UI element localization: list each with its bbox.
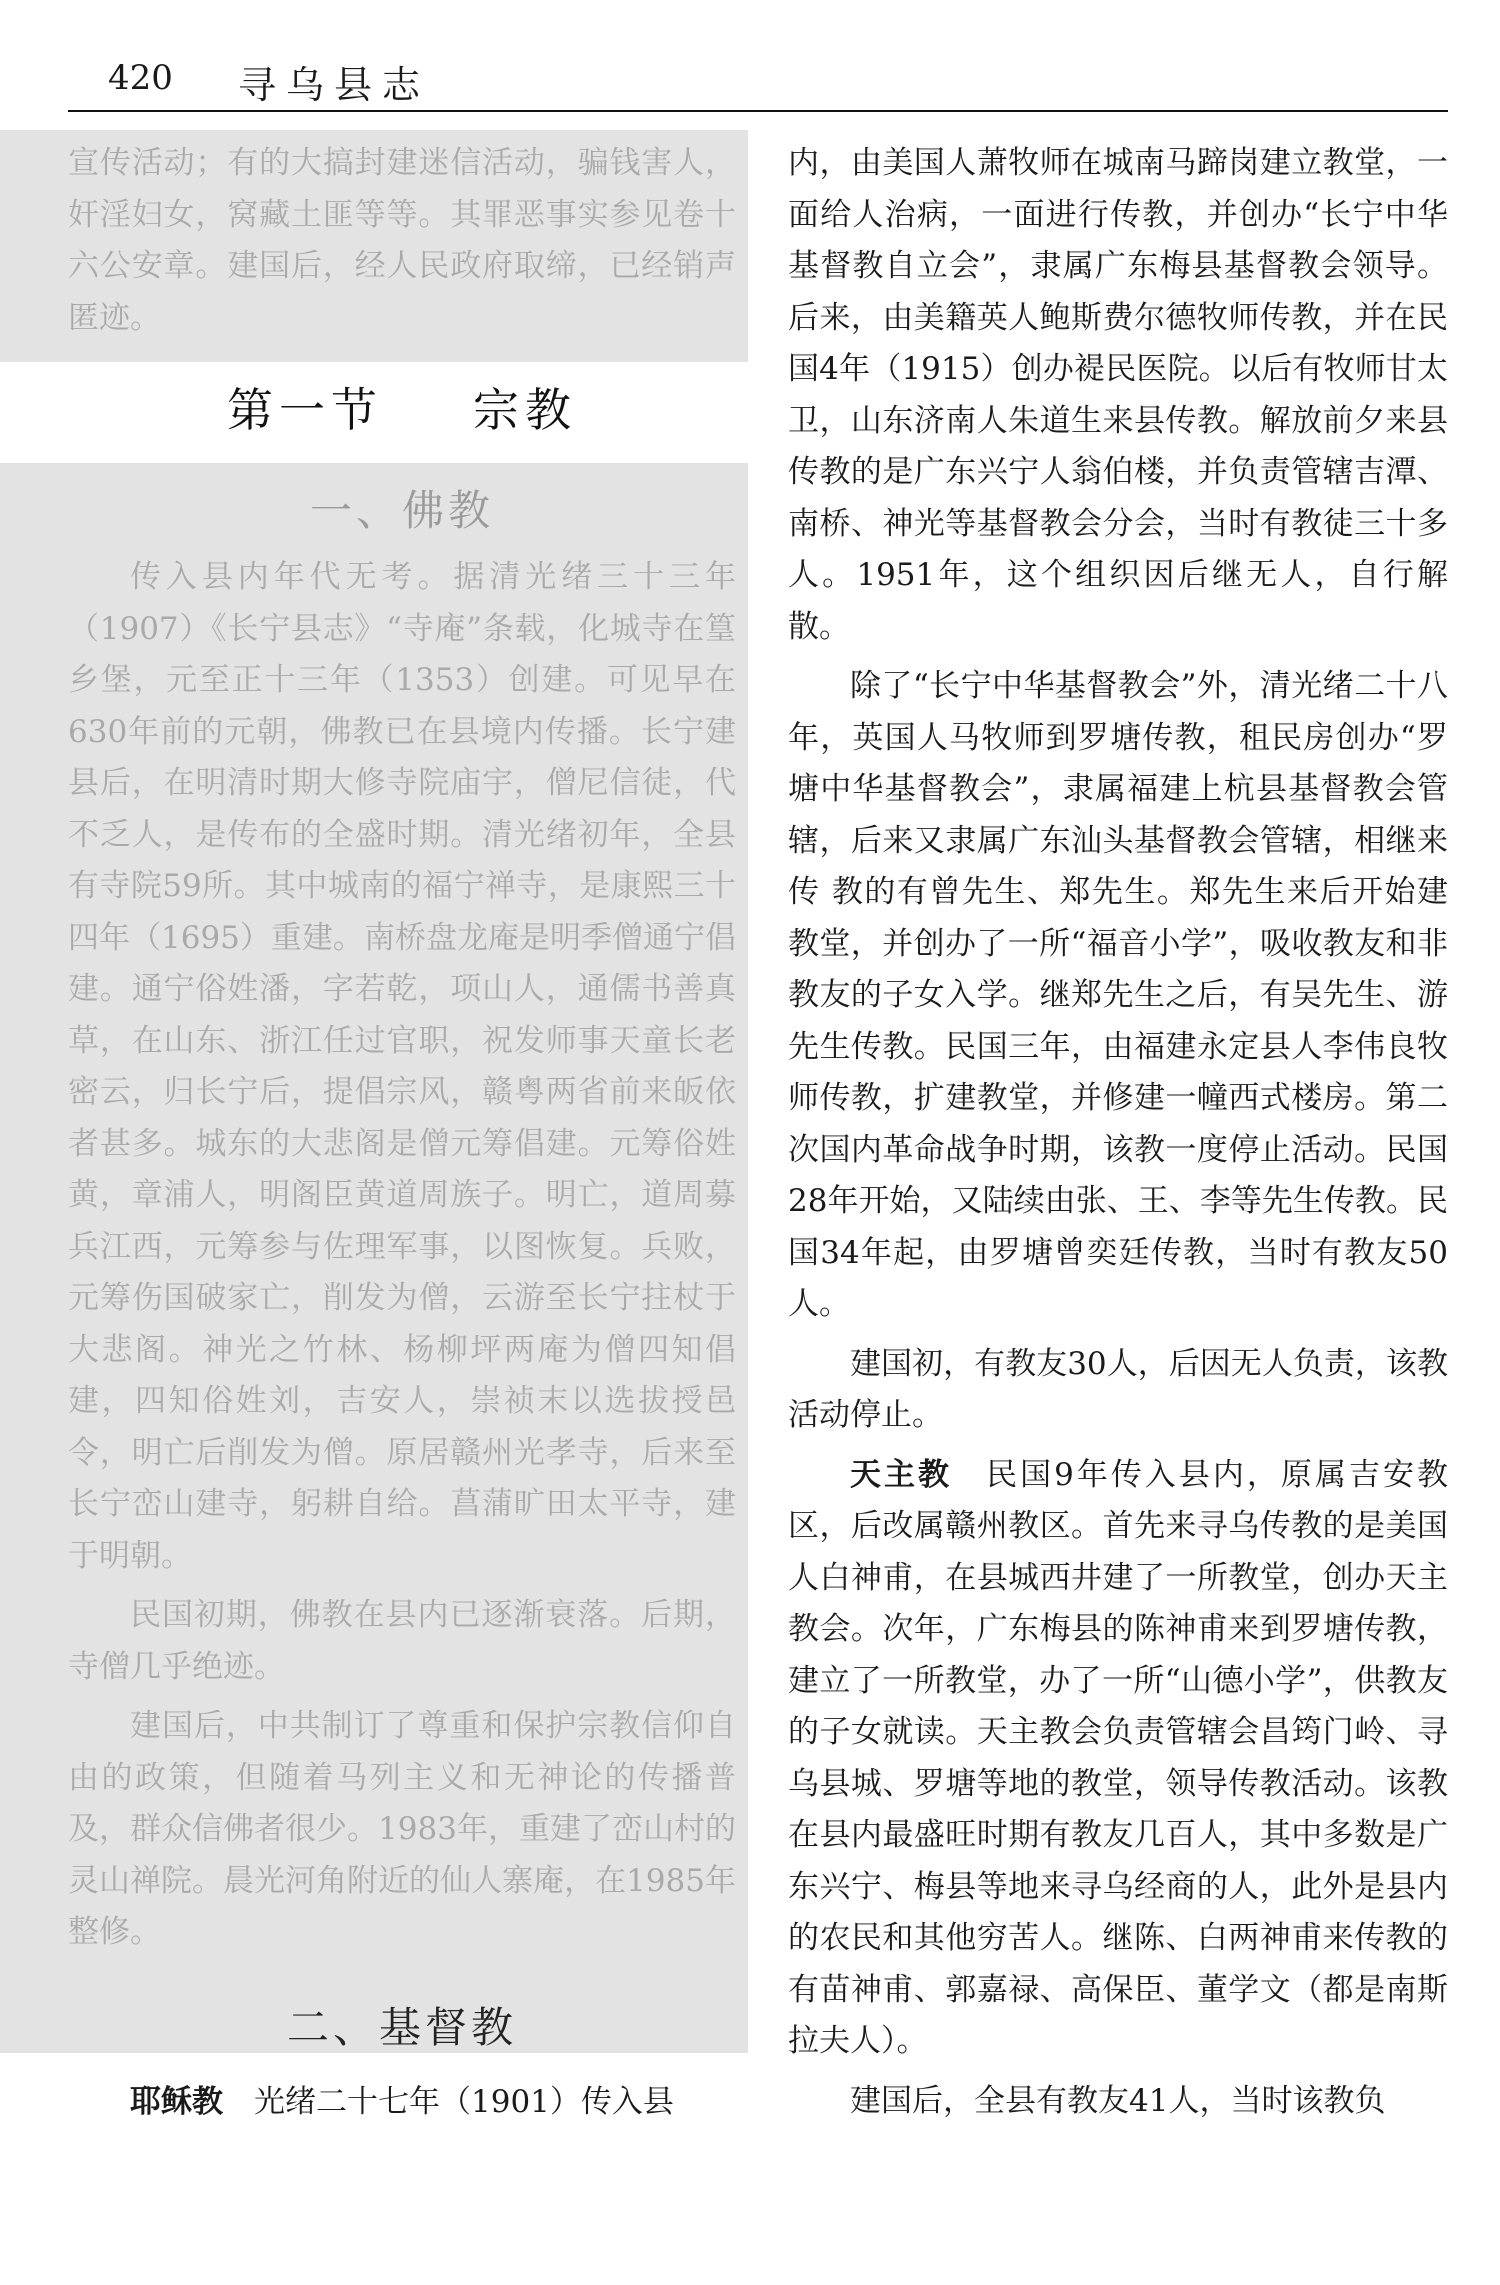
page-header	[68, 40, 1448, 112]
right-column	[788, 138, 1448, 2127]
catholic-text: 民国9年传入县内，原属吉安教区，后改属赣州教区。首先来寻乌传教的是美国人白神甫，在县城西井建了一所教堂，创办天主教会。次年，广东梅县的陈神甫来到罗塘传教，建立了一所教堂，办了一所“山德小学”，供教友的子女就读。天主教会负责管辖会昌筠门岭、寻乌县城、罗塘等地的教堂，领导传教活动。该教在县内最盛旺时期有教友几百人，其中多数是广东兴宁、梅县等地来寻乌经商的人，此外是县内的农民和其他穷苦人。继陈、白两神甫来传教的有苗神甫、郭嘉禄、高保臣、董学文（都是南斯拉夫人）。	[788, 1456, 1448, 2059]
book-title: 寻乌县志	[238, 63, 431, 107]
section-title	[68, 374, 736, 440]
protestant-paragraph-start	[68, 2077, 736, 2129]
protestant-start-text: 光绪二十七年（1901）传入县	[254, 2083, 674, 2120]
catholic-paragraph	[788, 1450, 1448, 2068]
buddhism-paragraph-2: 民国初期，佛教在县内已逐渐衰落。后期，寺僧几乎绝迹。	[68, 1597, 736, 1685]
buddhism-paragraph-3: 建国后，中共制订了尊重和保护宗教信仰自由的政策，但随着马列主义和无神论的传播普及，群众信佛者很少。1983年，重建了峦山村的灵山禅院。晨光河角附近的仙人寨庵，在1985年整修。	[68, 1708, 736, 1950]
protestant-paragraph-continued: 内，由美国人萧牧师在城南马蹄岗建立教堂，一面给人治病，一面进行传教，并创办“长宁中华基督教自立会”，隶属广东梅县基督教会领导。后来，由美籍英人鲍斯费尔德牧师传教，并在民国4年（1915）创办褆民医院。以后有牧师甘太卫，山东济南人朱道生来县传教。解放前夕来县传教的是广东兴宁人翁伯楼，并负责管辖吉潭、南桥、神光等基督教会分会，当时有教徒三十多人。1951年，这个组织因后继无人，自行解散。	[788, 145, 1448, 645]
christianity-heading: 二、基督教	[286, 2002, 517, 2052]
section-name: 宗教	[473, 383, 577, 437]
buddhism-paragraph-1: 传入县内年代无考。据清光绪三十三年（1907）《长宁县志》“寺庵”条载，化城寺在篁乡堡，元至正十三年（1353）创建。可见早在630年前的元朝，佛教已在县境内传播。长宁建县后，在明清时期大修寺院庙宇，僧尼信徒，代不乏人，是传布的全盛时期。清光绪初年，全县有寺院59所。其中城南的福宁禅寺，是康熙三十四年（1695）重建。南桥盘龙庵是明季僧通宁倡建。通宁俗姓潘，字若乾，项山人，通儒书善真草，在山东、浙江任过官职，祝发师事天童长老密云，归长宁后，提倡宗风，赣粤两省前来皈依者甚多。城东的大悲阁是僧元筹倡建。元筹俗姓黄，章浦人，明阁臣黄道周族子。明亡，道周募兵江西，元筹参与佐理军事，以图恢复。兵败，元筹伤国破家亡，削发为僧，云游至长宁拄杖于大悲阁。神光之竹林、杨柳坪两庵为僧四知倡建，四知俗姓刘，吉安人，崇祯末以选拔授邑令，明亡后削发为僧。原居赣州光孝寺，后来至长宁峦山建寺，躬耕自给。菖蒲旷田太平寺，建于明朝。	[68, 559, 736, 1574]
page-number: 420	[108, 58, 173, 98]
intro-paragraph: 宣传活动；有的大搞封建迷信活动，骗钱害人，奸淫妇女，窝藏土匪等等。其罪恶事实参见卷十六公安章。建国后，经人民政府取缔，已经销声匿迹。	[68, 145, 736, 336]
catholic-term: 天主教	[850, 1456, 953, 1493]
section-number: 第一节	[227, 383, 383, 437]
luotang-church-paragraph: 除了“长宁中华基督教会”外，清光绪二十八年，英国人马牧师到罗塘传教，租民房创办“罗塘中华基督教会”，隶属福建上杭县基督教会管辖，后来又隶属广东汕头基督教会管辖，相继来传 教的有曾先生、郑先生。郑先生来后开始建教堂，并创办了一所“福音小学”，吸收教友和非教友的子女入学。继郑先生之后，有吴先生、游先生传教。民国三年，由福建永定县人李伟良牧师传教，扩建教堂，并修建一幢西式楼房。第二次国内革命战争时期，该教一度停止活动。民国28年开始，又陆续由张、王、李等先生传教。民国34年起，由罗塘曾奕廷传教，当时有教友50人。	[788, 668, 1449, 1322]
last-paragraph: 建国后，全县有教友41人，当时该教负	[850, 2082, 1386, 2119]
buddhism-heading: 一、佛教	[309, 486, 494, 535]
post-liberation-paragraph: 建国初，有教友30人，后因无人负责，该教活动停止。	[788, 1345, 1448, 1433]
protestant-term: 耶稣教	[130, 2083, 223, 2120]
left-column	[68, 138, 736, 2128]
